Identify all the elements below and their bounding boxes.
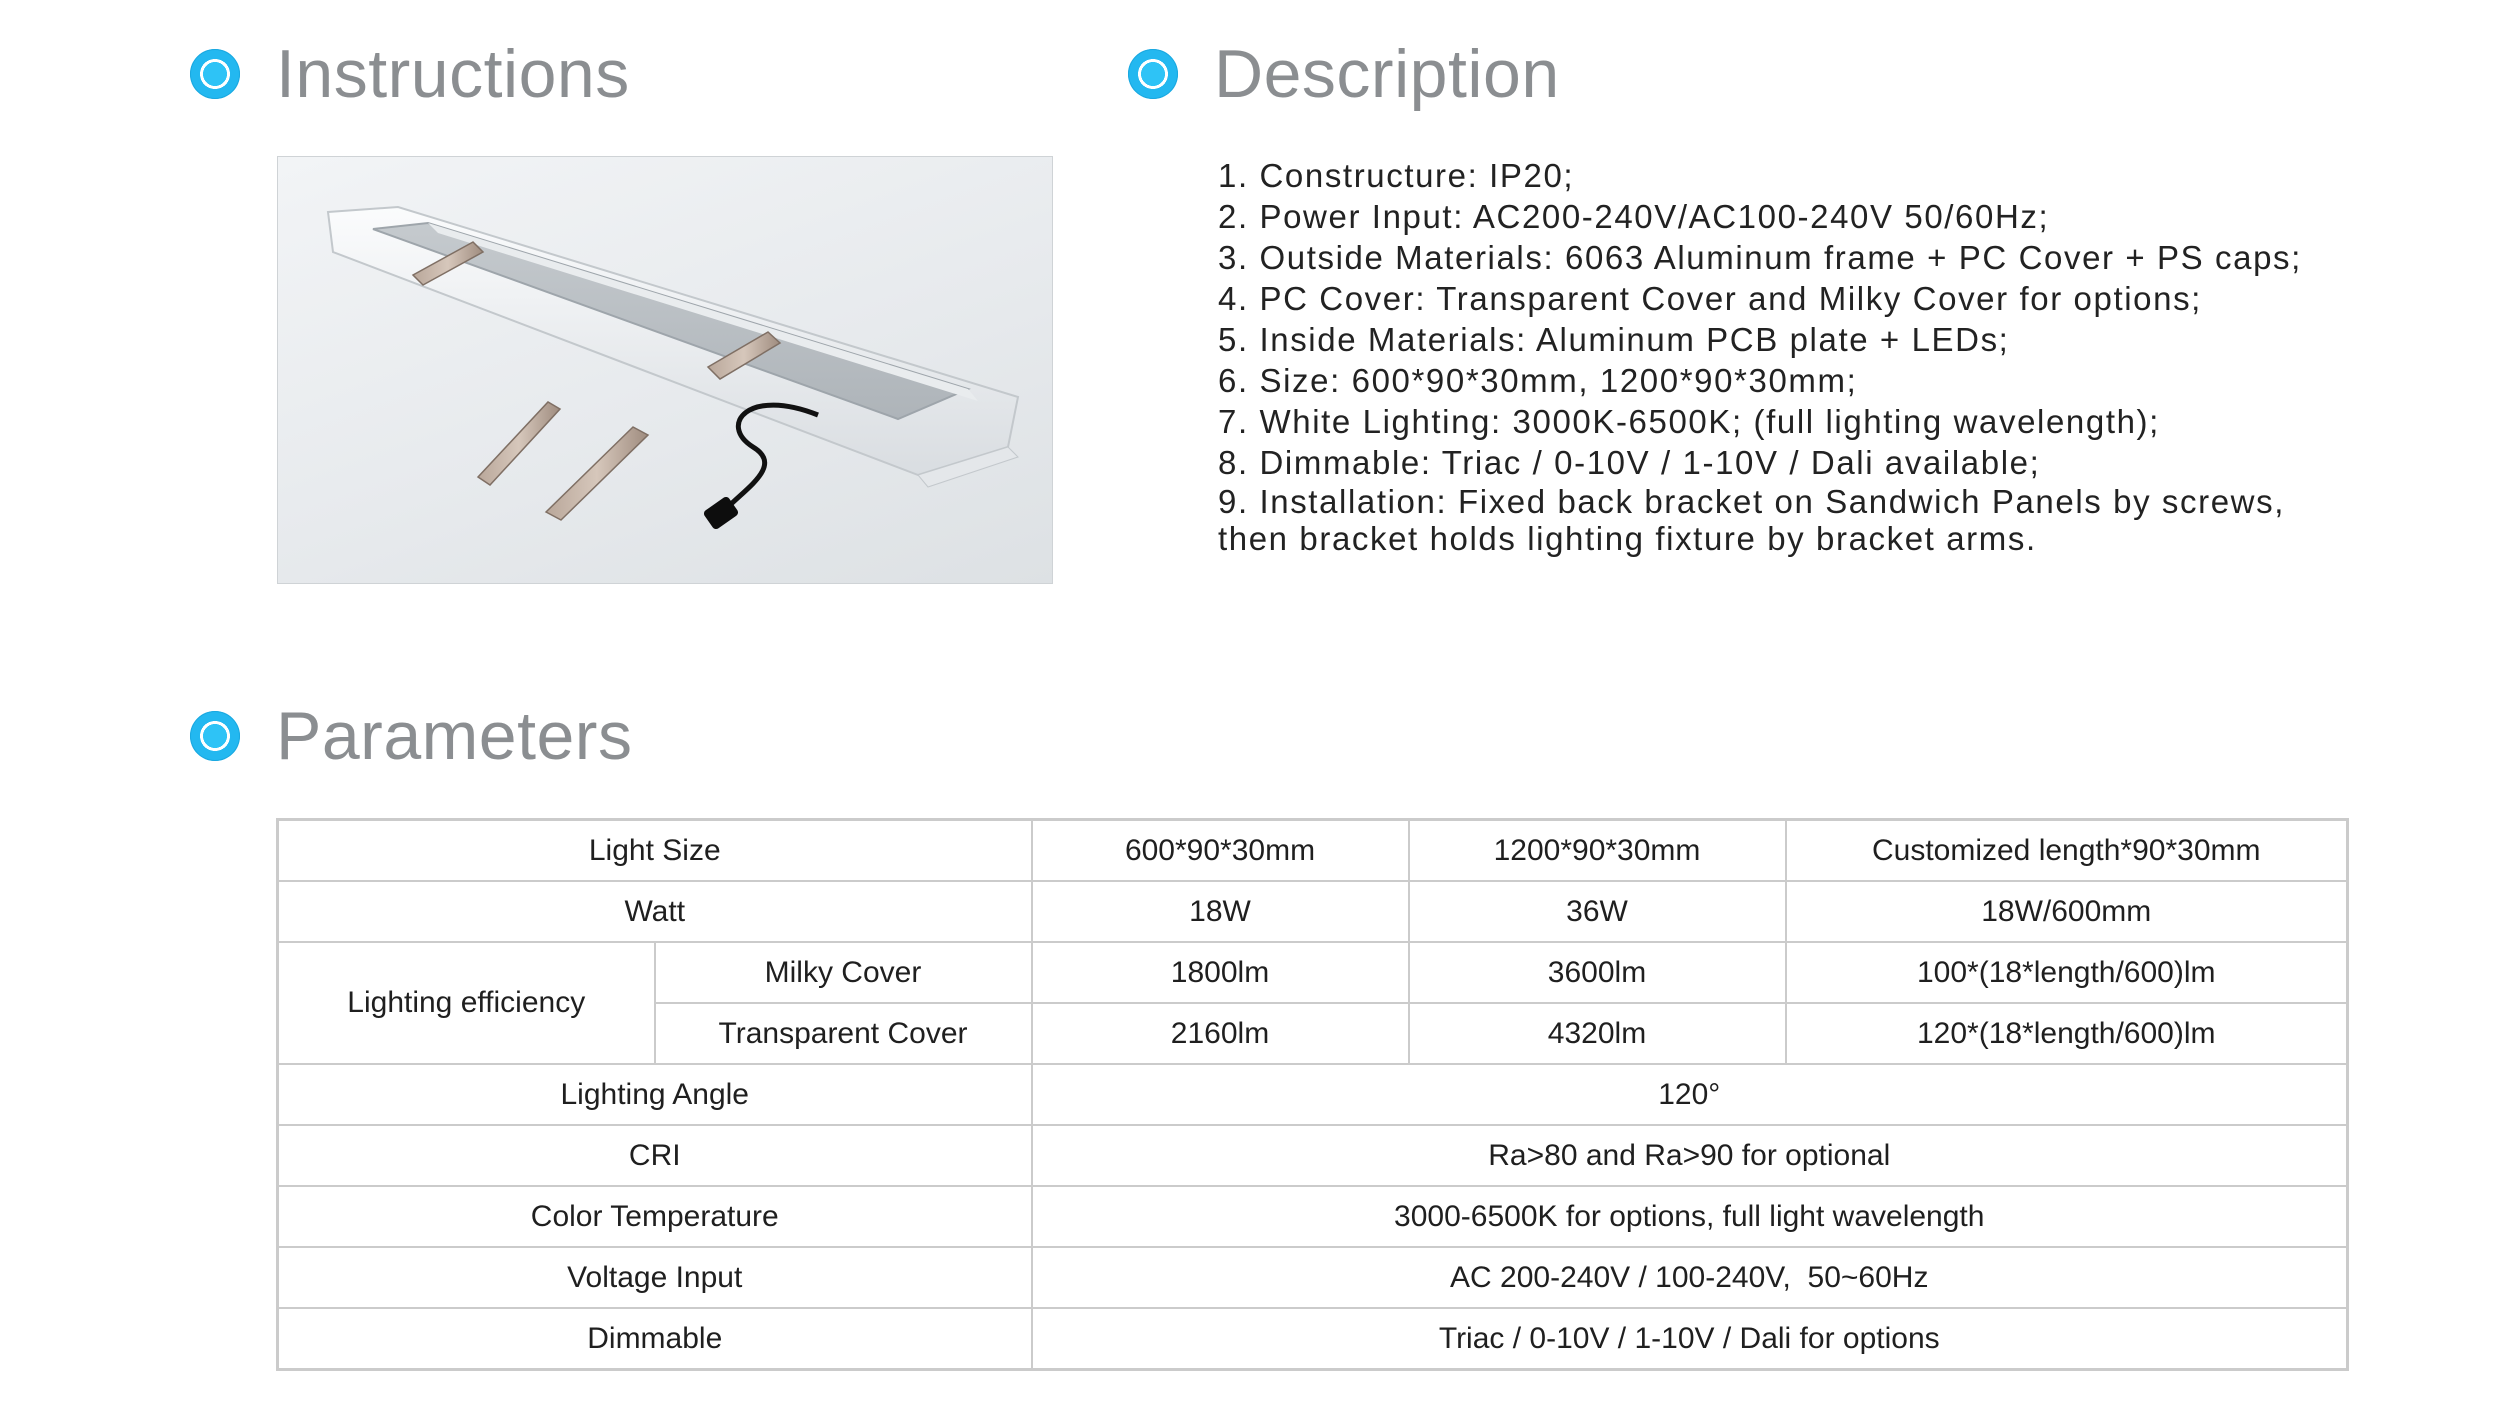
table-cell: 100*(18*length/600)lm bbox=[1786, 942, 2348, 1003]
loose-bracket-arm-1 bbox=[478, 402, 560, 485]
row-label-cri: CRI bbox=[278, 1125, 1032, 1186]
row-label-light-size: Light Size bbox=[278, 820, 1032, 882]
list-item: 4. PC Cover: Transparent Cover and Milky Cover for options; bbox=[1218, 280, 2202, 317]
list-item: 1. Constructure: IP20; bbox=[1218, 157, 1575, 194]
table-cell: Triac / 0-10V / 1-10V / Dali for options bbox=[1032, 1308, 2348, 1370]
list-item: 3. Outside Materials: 6063 Aluminum frame + PC Cover + PS caps; bbox=[1218, 239, 2302, 276]
table-cell: 2160lm bbox=[1032, 1003, 1409, 1064]
table-cell: 600*90*30mm bbox=[1032, 820, 1409, 882]
circle-bullet-icon bbox=[190, 711, 240, 761]
table-cell: 1200*90*30mm bbox=[1409, 820, 1786, 882]
instructions-heading bbox=[190, 36, 630, 112]
row-label-lighting-angle: Lighting Angle bbox=[278, 1064, 1032, 1125]
table-row bbox=[278, 1247, 2348, 1308]
description-list bbox=[1218, 155, 2418, 557]
row-label-dimmable: Dimmable bbox=[278, 1308, 1032, 1370]
list-item: 8. Dimmable: Triac / 0-10V / 1-10V / Dali available; bbox=[1218, 444, 2041, 481]
table-cell: 4320lm bbox=[1409, 1003, 1786, 1064]
sub-label-milky-cover: Milky Cover bbox=[655, 942, 1032, 1003]
loose-bracket-arm-2 bbox=[546, 427, 648, 520]
description-title: Description bbox=[1214, 36, 1560, 112]
table-cell: 120*(18*length/600)lm bbox=[1786, 1003, 2348, 1064]
table-row bbox=[278, 1125, 2348, 1186]
list-item: 7. White Lighting: 3000K-6500K; (full lighting wavelength); bbox=[1218, 403, 2160, 440]
parameters-heading bbox=[190, 698, 633, 774]
table-row bbox=[278, 881, 2348, 942]
product-photo bbox=[277, 156, 1053, 584]
table-cell: Ra>80 and Ra>90 for optional bbox=[1032, 1125, 2348, 1186]
table-cell: 3600lm bbox=[1409, 942, 1786, 1003]
led-batten-illustration bbox=[278, 157, 1053, 584]
list-item: 6. Size: 600*90*30mm, 1200*90*30mm; bbox=[1218, 362, 1858, 399]
table-cell: 120° bbox=[1032, 1064, 2348, 1125]
table-row bbox=[278, 942, 2348, 1003]
row-label-watt: Watt bbox=[278, 881, 1032, 942]
description-heading bbox=[1128, 36, 1560, 112]
table-cell: 36W bbox=[1409, 881, 1786, 942]
row-label-voltage-input: Voltage Input bbox=[278, 1247, 1032, 1308]
list-item: 2. Power Input: AC200-240V/AC100-240V 50/60Hz; bbox=[1218, 198, 2050, 235]
list-item: then bracket holds lighting fixture by bracket arms. bbox=[1218, 520, 2037, 557]
table-cell: 18W/600mm bbox=[1786, 881, 2348, 942]
parameters-table bbox=[276, 818, 2349, 1371]
table-cell: 3000-6500K for options, full light wavelength bbox=[1032, 1186, 2348, 1247]
row-label-lighting-efficiency: Lighting efficiency bbox=[278, 942, 655, 1064]
circle-bullet-icon bbox=[190, 49, 240, 99]
table-cell: 18W bbox=[1032, 881, 1409, 942]
table-cell: 1800lm bbox=[1032, 942, 1409, 1003]
table-row bbox=[278, 1064, 2348, 1125]
table-cell: Customized length*90*30mm bbox=[1786, 820, 2348, 882]
table-row bbox=[278, 1186, 2348, 1247]
row-label-color-temperature: Color Temperature bbox=[278, 1186, 1032, 1247]
list-item: 9. Installation: Fixed back bracket on Sandwich Panels by screws, bbox=[1218, 483, 2285, 520]
table-row bbox=[278, 820, 2348, 882]
instructions-title: Instructions bbox=[276, 36, 630, 112]
parameters-title: Parameters bbox=[276, 698, 633, 774]
sub-label-transparent-cover: Transparent Cover bbox=[655, 1003, 1032, 1064]
table-cell: AC 200-240V / 100-240V, 50~60Hz bbox=[1032, 1247, 2348, 1308]
circle-bullet-icon bbox=[1128, 49, 1178, 99]
list-item: 5. Inside Materials: Aluminum PCB plate + LEDs; bbox=[1218, 321, 2010, 358]
table-row bbox=[278, 1308, 2348, 1370]
